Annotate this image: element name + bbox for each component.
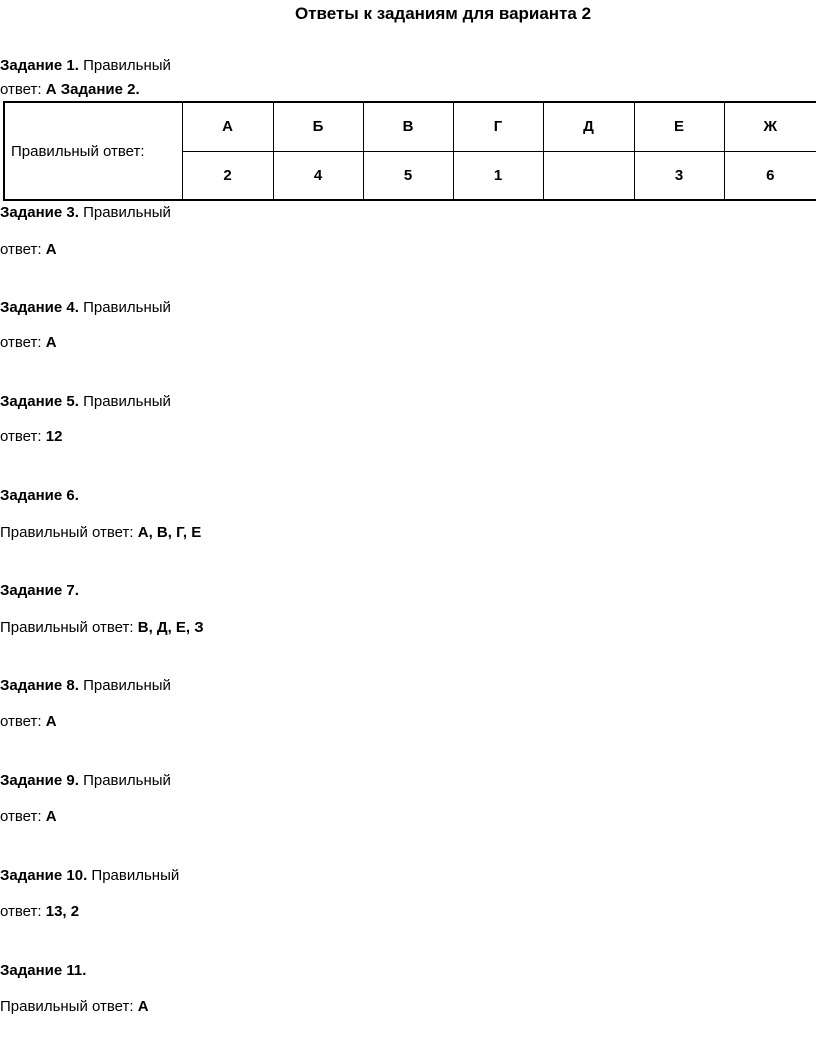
task4-heading-line [0,299,171,316]
task9-answer-line [0,808,57,825]
task8-heading-line [0,677,171,694]
task7-prefix: Правильный ответ: [0,619,134,636]
task4-prefix2: ответ: [0,334,42,351]
value-cell: 3 [634,151,724,200]
task5-answer-line [0,428,62,445]
task3-answer: А [45,241,57,258]
value-cell: 6 [724,151,816,200]
task9-prefix: Правильный [83,772,171,789]
task1-prefix2: ответ: [0,81,42,98]
task6-heading: Задание 6. [0,487,79,504]
task1-heading: Задание 1. [0,57,79,74]
task9-heading: Задание 9. [0,772,79,789]
task7-heading-line [0,582,79,599]
task9-prefix2: ответ: [0,808,42,825]
value-cell [543,151,634,200]
task5-prefix2: ответ: [0,428,42,445]
task10-answer: 13, 2 [45,903,80,920]
task6-answer: А, В, Г, Е [137,524,202,541]
task3-heading-line [0,204,171,221]
task2-label: Правильный ответ: [4,102,182,200]
task6-answer-line [0,524,201,541]
value-cell: 5 [363,151,453,200]
task8-prefix2: ответ: [0,713,42,730]
letter-cell: В [363,102,453,151]
task1-answer-line [0,81,140,98]
letter-cell: Е [634,102,724,151]
task5-prefix: Правильный [83,393,171,410]
task10-heading-line [0,867,179,884]
task6-prefix: Правильный ответ: [0,524,134,541]
value-cell: 1 [453,151,543,200]
table-row-letters [4,102,816,151]
task5-answer: 12 [45,428,63,445]
task11-answer-line [0,998,149,1015]
letter-cell: Г [453,102,543,151]
task10-heading: Задание 10. [0,867,88,884]
page-title: Ответы к заданиям для варианта 2 [294,4,592,23]
task8-answer: А [45,713,57,730]
task8-answer-line [0,713,57,730]
letter-cell: А [182,102,273,151]
task9-heading-line [0,772,171,789]
task7-heading: Задание 7. [0,582,79,599]
task4-answer-line [0,334,57,351]
task3-prefix: Правильный [83,204,171,221]
task8-prefix: Правильный [83,677,171,694]
task1-answer: А [45,81,57,98]
task7-answer: В, Д, Е, З [137,619,204,636]
task10-answer-line [0,903,79,920]
letter-cell: Ж [724,102,816,151]
task4-heading: Задание 4. [0,299,79,316]
task11-answer: А [137,998,149,1015]
task10-prefix: Правильный [91,867,180,884]
task3-prefix2: ответ: [0,241,42,258]
value-cell: 4 [273,151,363,200]
task11-heading: Задание 11. [0,962,87,979]
task7-answer-line [0,619,204,636]
task6-heading-line [0,487,79,504]
task11-heading-line [0,962,86,979]
task11-prefix: Правильный ответ: [0,998,134,1015]
task4-answer: А [45,334,57,351]
task3-heading: Задание 3. [0,204,79,221]
letter-cell: Б [273,102,363,151]
task2-answer-table [3,101,816,201]
letter-cell: Д [543,102,634,151]
task10-prefix2: ответ: [0,903,42,920]
task2-heading: Задание 2. [60,81,140,98]
task4-prefix: Правильный [83,299,171,316]
task8-heading: Задание 8. [0,677,79,694]
task1-prefix: Правильный [83,57,171,74]
task5-heading-line [0,393,171,410]
task5-heading: Задание 5. [0,393,79,410]
task9-answer: А [45,808,57,825]
value-cell: 2 [182,151,273,200]
task1-heading-line [0,57,171,74]
task3-answer-line [0,241,57,258]
